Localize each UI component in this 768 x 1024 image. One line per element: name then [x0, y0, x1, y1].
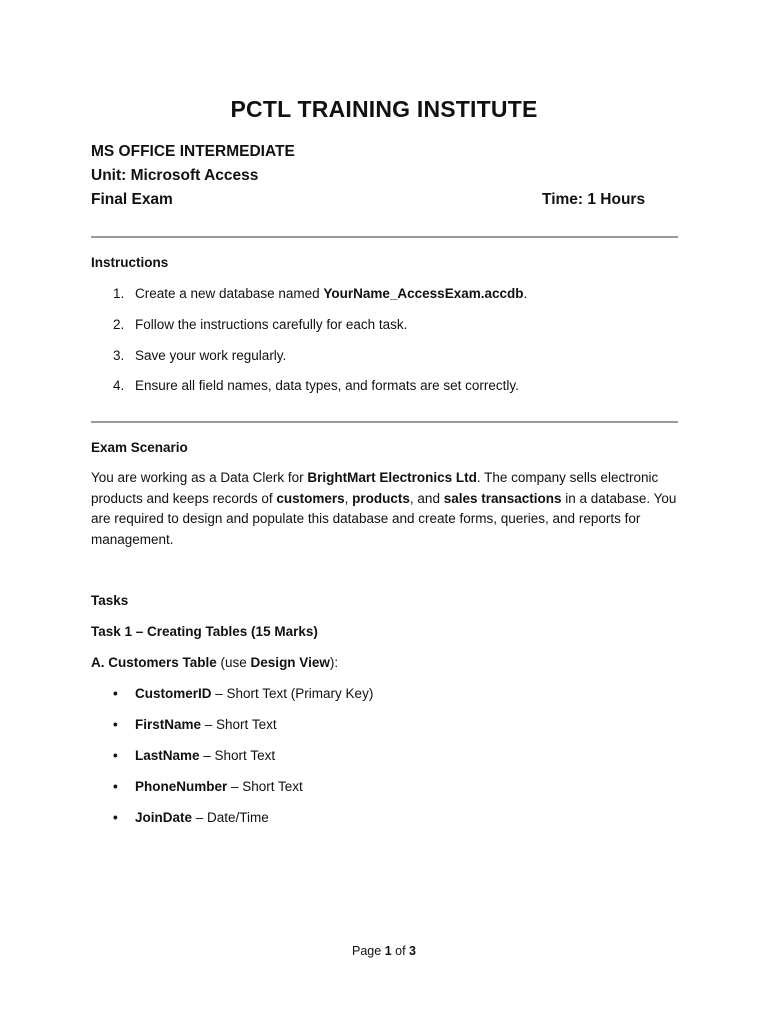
field-type: – Short Text — [201, 717, 277, 732]
instruction-number: 3. — [113, 348, 125, 363]
field-name: JoinDate — [135, 810, 193, 825]
bullet-icon: • — [113, 810, 118, 825]
bullet-icon: • — [113, 717, 118, 732]
total-pages: 3 — [409, 944, 416, 958]
instruction-text: Follow the instructions carefully for each task. — [135, 317, 408, 332]
instructions-heading: Instructions — [91, 255, 169, 270]
unit-name: Unit: Microsoft Access — [91, 167, 259, 184]
company-name: BrightMart Electronics Ltd — [307, 470, 477, 485]
instruction-number: 4. — [113, 378, 125, 393]
field-type: – Short Text — [227, 779, 303, 794]
database-filename: YourName_AccessExam.accdb — [323, 286, 524, 301]
instruction-text: Ensure all field names, data types, and formats are set correctly. — [135, 378, 519, 393]
tasks-heading: Tasks — [91, 593, 129, 608]
bullet-icon: • — [113, 686, 118, 701]
field-name: PhoneNumber — [135, 779, 228, 794]
field-name: LastName — [135, 748, 200, 763]
field-type: – Short Text — [199, 748, 276, 763]
field-type: – Date/Time — [192, 810, 269, 825]
bullet-icon: • — [113, 748, 118, 763]
instruction-text: Create a new database named YourName_AccessExam.accdb. — [135, 286, 528, 301]
scenario-paragraph: You are working as a Data Clerk for BrightMart Electronics Ltd. The company sells electronic products and keeps records of customers, products, and sales transactions in a database. You are required to design and populate this database and create forms, queries, and reports for management. — [91, 470, 677, 547]
scenario-heading: Exam Scenario — [91, 440, 188, 455]
customers-table-heading: A. Customers Table (use Design View): — [91, 655, 339, 670]
instruction-number: 1. — [113, 286, 125, 301]
current-page: 1 — [384, 944, 392, 958]
instruction-number: 2. — [113, 317, 125, 332]
field-name: FirstName — [135, 717, 202, 732]
field-name: CustomerID — [135, 686, 212, 701]
instruction-text: Save your work regularly. — [135, 348, 287, 363]
bullet-icon: • — [113, 779, 118, 794]
exam-time: Time: 1 Hours — [542, 191, 646, 208]
task1-title: Task 1 – Creating Tables (15 Marks) — [91, 624, 318, 639]
institute-title: PCTL TRAINING INSTITUTE — [230, 96, 538, 122]
field-type: – Short Text (Primary Key) — [211, 686, 374, 701]
divider — [91, 236, 678, 238]
course-name: MS OFFICE INTERMEDIATE — [91, 143, 295, 160]
page-footer: Page 1 of 3 — [352, 944, 416, 958]
divider — [91, 421, 678, 423]
exam-type: Final Exam — [91, 191, 173, 208]
